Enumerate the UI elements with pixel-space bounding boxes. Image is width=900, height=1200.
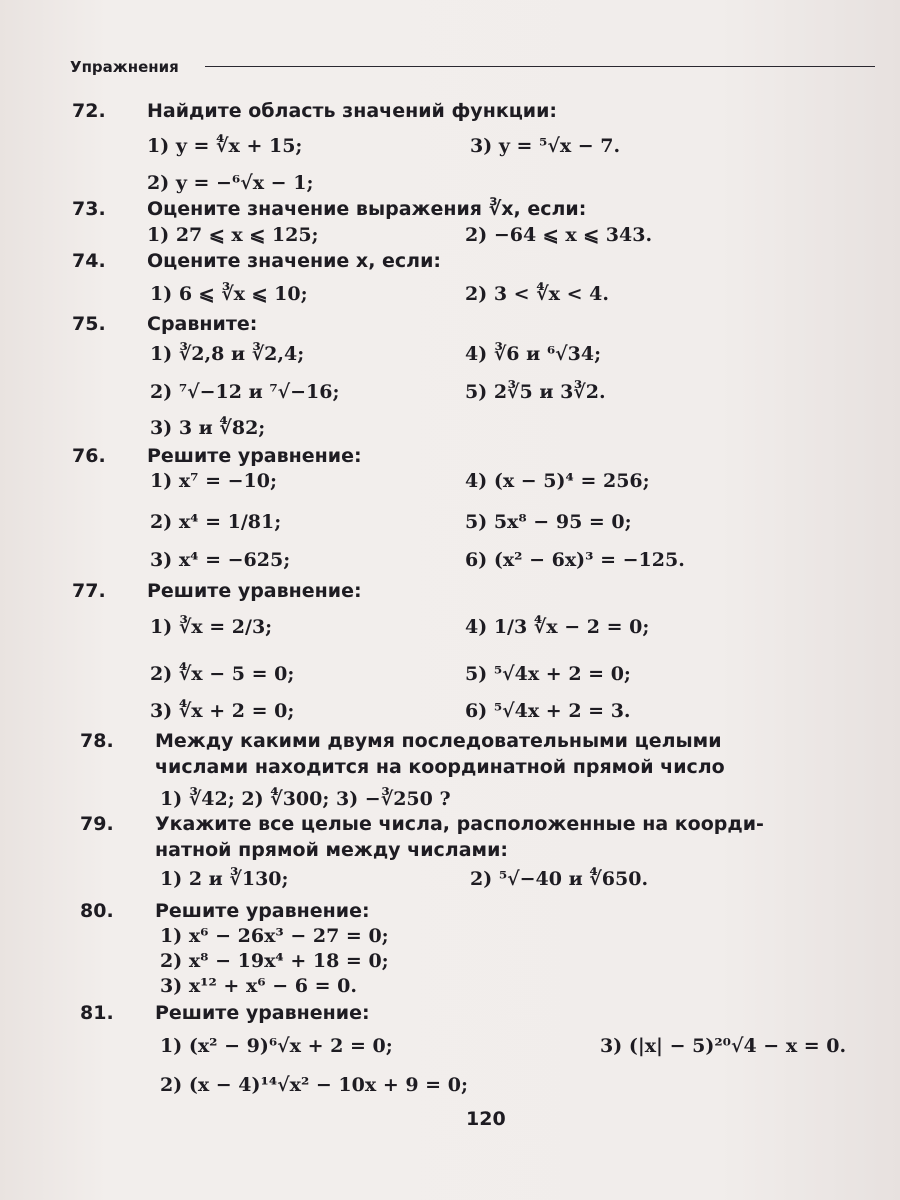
header-rule xyxy=(205,66,875,67)
exercise-item: 1) x⁶ − 26x³ − 27 = 0; xyxy=(160,925,389,947)
exercise-item: 1) 27 ⩽ x ⩽ 125; xyxy=(147,224,319,246)
exercise-task-continued: натной прямой между числами: xyxy=(155,839,508,861)
exercise-item: 4) ∛6 и ⁶√34; xyxy=(465,343,602,365)
exercise-item: 5) 2∛5 и 3∛2. xyxy=(465,381,606,403)
exercise-task: Решите уравнение: xyxy=(155,900,370,922)
exercise-item: 3) x⁴ = −625; xyxy=(150,549,291,571)
exercise-item: 1) ∛2,8 и ∛2,4; xyxy=(150,343,305,365)
exercise-number: 73. xyxy=(72,198,106,220)
exercise-item: 1) ∛42; 2) ∜300; 3) −∛250 ? xyxy=(160,788,451,810)
exercise-task: Решите уравнение: xyxy=(147,580,362,602)
running-head: Упражнения xyxy=(70,58,179,76)
exercise-item: 3) ∜x + 2 = 0; xyxy=(150,700,295,722)
exercise-item: 5) 5x⁸ − 95 = 0; xyxy=(465,511,632,533)
exercise-item: 3) (|x| − 5)²⁰√4 − x = 0. xyxy=(600,1035,847,1057)
exercise-number: 79. xyxy=(80,813,114,835)
exercise-item: 3) y = ⁵√x − 7. xyxy=(470,135,621,157)
exercise-number: 81. xyxy=(80,1002,114,1024)
exercise-item: 1) 6 ⩽ ∛x ⩽ 10; xyxy=(150,283,308,305)
exercise-item: 3) x¹² + x⁶ − 6 = 0. xyxy=(160,975,357,997)
exercise-number: 74. xyxy=(72,250,106,272)
exercise-item: 6) (x² − 6x)³ = −125. xyxy=(465,549,685,571)
exercise-item: 2) ∜x − 5 = 0; xyxy=(150,663,295,685)
exercise-task: Между какими двумя последовательными целыми xyxy=(155,730,722,752)
exercise-number: 76. xyxy=(72,445,106,467)
exercise-item: 1) y = ∜x + 15; xyxy=(147,135,303,157)
exercise-item: 4) 1/3 ∜x − 2 = 0; xyxy=(465,616,650,638)
exercise-task: Найдите область значений функции: xyxy=(147,100,558,122)
exercise-item: 2) −64 ⩽ x ⩽ 343. xyxy=(465,224,653,246)
exercise-number: 78. xyxy=(80,730,114,752)
exercise-task-continued: числами находится на координатной прямой число xyxy=(155,756,725,778)
exercise-task: Оцените значение выражения ∛x, если: xyxy=(147,198,587,220)
exercise-item: 2) (x − 4)¹⁴√x² − 10x + 9 = 0; xyxy=(160,1074,468,1096)
exercise-item: 6) ⁵√4x + 2 = 3. xyxy=(465,700,631,722)
exercise-task: Укажите все целые числа, расположенные на коорди- xyxy=(155,813,764,835)
exercise-item: 2) y = −⁶√x − 1; xyxy=(147,172,314,194)
exercise-item: 1) (x² − 9)⁶√x + 2 = 0; xyxy=(160,1035,393,1057)
exercise-number: 72. xyxy=(72,100,106,122)
exercise-item: 1) ∛x = 2/3; xyxy=(150,616,273,638)
exercise-item: 3) 3 и ∜82; xyxy=(150,417,266,439)
exercise-number: 75. xyxy=(72,313,106,335)
exercise-item: 2) 3 < ∜x < 4. xyxy=(465,283,609,305)
exercise-number: 80. xyxy=(80,900,114,922)
exercise-item: 2) x⁴ = 1/81; xyxy=(150,511,282,533)
exercise-number: 77. xyxy=(72,580,106,602)
exercise-task: Сравните: xyxy=(147,313,258,335)
exercise-item: 2) ⁷√−12 и ⁷√−16; xyxy=(150,381,340,403)
exercise-task: Оцените значение x, если: xyxy=(147,250,441,272)
exercise-item: 5) ⁵√4x + 2 = 0; xyxy=(465,663,631,685)
exercise-item: 4) (x − 5)⁴ = 256; xyxy=(465,470,650,492)
exercise-item: 1) 2 и ∛130; xyxy=(160,868,289,890)
page-number: 120 xyxy=(466,1108,506,1130)
exercise-task: Решите уравнение: xyxy=(155,1002,370,1024)
exercise-item: 2) ⁵√−40 и ∜650. xyxy=(470,868,649,890)
exercise-item: 2) x⁸ − 19x⁴ + 18 = 0; xyxy=(160,950,389,972)
exercise-item: 1) x⁷ = −10; xyxy=(150,470,277,492)
exercise-task: Решите уравнение: xyxy=(147,445,362,467)
